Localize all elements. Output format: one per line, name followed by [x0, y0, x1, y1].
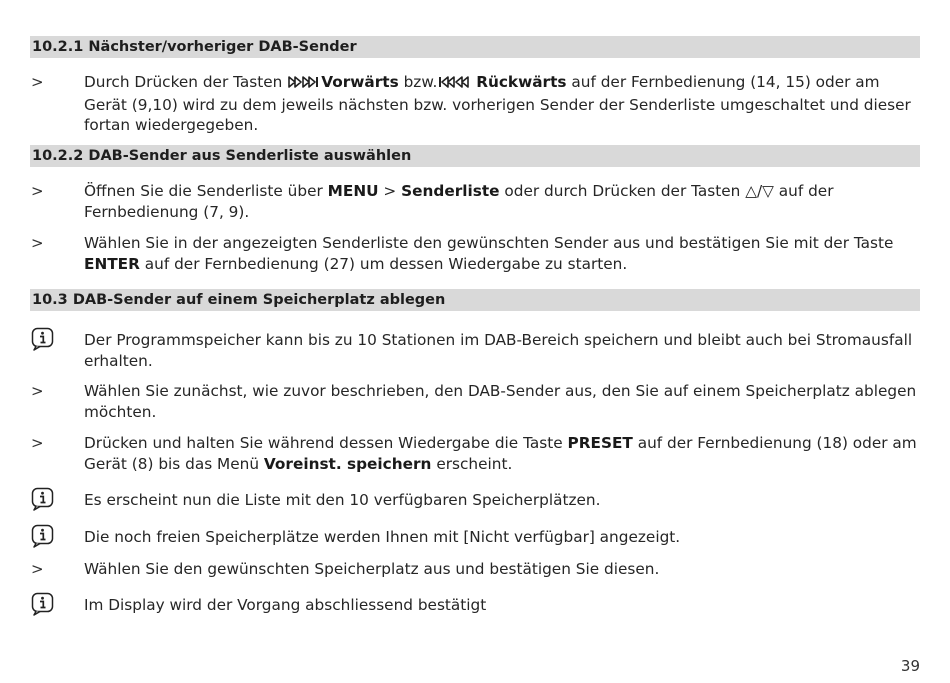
section-heading-10-2-1: 10.2.1 Nächster/vorheriger DAB-Sender [30, 36, 920, 58]
paragraph-memory: Der Programmspeicher kann bis zu 10 Stationen im DAB-Bereich speichern und bleibt auch bei Stromausfall erhalten. [84, 331, 913, 370]
info-icon [31, 487, 55, 511]
step-marker: > [31, 73, 44, 91]
info-icon [31, 327, 55, 351]
rewind-previous-icon [437, 74, 471, 95]
step-marker: > [31, 434, 44, 452]
paragraph-next-prev: Durch Drücken der Tasten Vorwärts bzw. Rückwärts auf der Fernbedienung (14, 15) oder am Gerät (9,10) wird zu dem jeweils nächsten bzw. vorherigen Sender der Senderliste umgeschaltet und dieser fortan wiedergegeben. [84, 73, 911, 134]
page-number: 39 [900, 657, 920, 675]
step-marker: > [31, 234, 44, 252]
paragraph-confirm-slot: Wählen Sie den gewünschten Speicherplatz aus und bestätigen Sie diesen. [84, 560, 660, 578]
paragraph-open-list: Öffnen Sie die Senderliste über MENU > Senderliste oder durch Drücken der Tasten △/▽ auf der Fernbedienung (7, 9). [84, 182, 834, 221]
info-icon [31, 592, 55, 616]
section-heading-10-2-2: 10.2.2 DAB-Sender aus Senderliste auswählen [30, 145, 920, 167]
info-icon [31, 524, 55, 548]
paragraph-press-preset: Drücken und halten Sie während dessen Wiedergabe die Taste PRESET auf der Fernbedienung (18) oder am Gerät (8) bis das Menü Voreinst. speichern erscheint. [84, 434, 917, 473]
section-heading-10-3: 10.3 DAB-Sender auf einem Speicherplatz ablegen [30, 289, 920, 311]
paragraph-display-confirm: Im Display wird der Vorgang abschliessend bestätigt [84, 596, 487, 614]
step-marker: > [31, 182, 44, 200]
paragraph-select-station: Wählen Sie in der angezeigten Senderliste den gewünschten Sender aus und bestätigen Sie mit der Taste ENTER auf der Fernbedienung (27) um dessen Wiedergabe zu starten. [84, 234, 894, 273]
paragraph-list-appears: Es erscheint nun die Liste mit den 10 verfügbaren Speicherplätzen. [84, 491, 601, 509]
fast-forward-next-icon [287, 74, 321, 95]
step-marker: > [31, 560, 44, 578]
paragraph-free-slots: Die noch freien Speicherplätze werden Ihnen mit [Nicht verfügbar] angezeigt. [84, 528, 681, 546]
step-marker: > [31, 382, 44, 400]
paragraph-choose-station: Wählen Sie zunächst, wie zuvor beschrieben, den DAB-Sender aus, den Sie auf einem Speicherplatz ablegen möchten. [84, 382, 917, 421]
